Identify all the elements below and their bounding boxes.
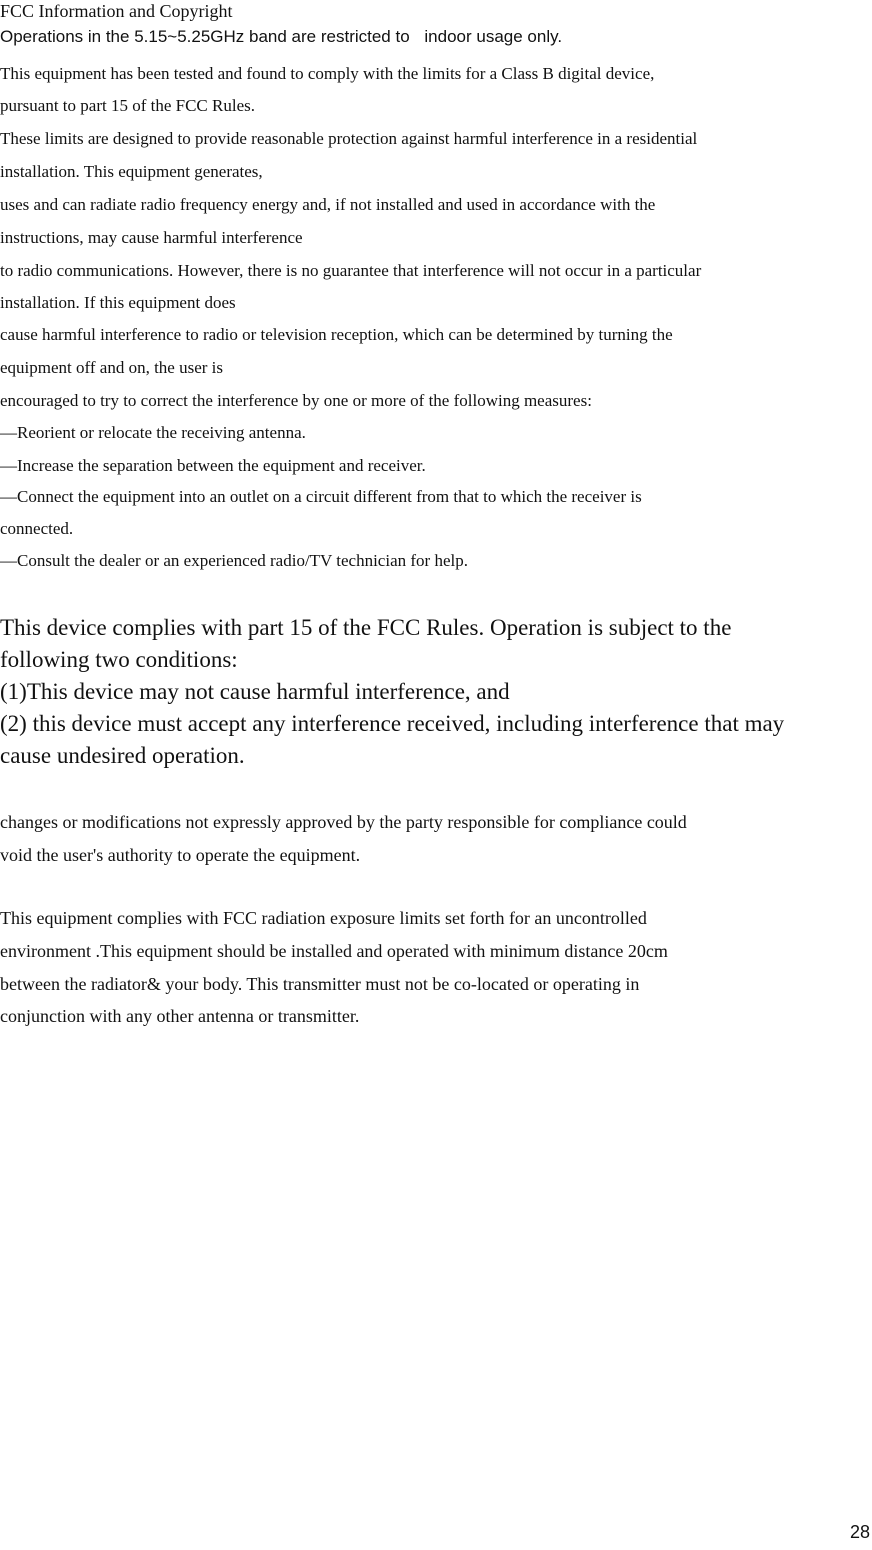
condition-item: (1)This device may not cause harmful interference, and bbox=[0, 679, 510, 704]
condition-item: (2) this device must accept any interference received, including interference that may bbox=[0, 711, 785, 736]
paragraph-line: installation. This equipment generates, bbox=[0, 162, 263, 181]
measure-item: —Consult the dealer or an experienced radio/TV technician for help. bbox=[0, 551, 468, 570]
paragraph-line: cause harmful interference to radio or television reception, which can be determined by turning the bbox=[0, 325, 673, 344]
paragraph-line: environment .This equipment should be installed and operated with minimum distance 20cm bbox=[0, 941, 668, 961]
paragraph-line: This device complies with part 15 of the FCC Rules. Operation is subject to the bbox=[0, 615, 732, 640]
measure-item: —Reorient or relocate the receiving antenna. bbox=[0, 423, 306, 442]
paragraph-line: conjunction with any other antenna or transmitter. bbox=[0, 1006, 360, 1026]
paragraph-line: void the user's authority to operate the equipment. bbox=[0, 845, 361, 865]
paragraph-line: These limits are designed to provide reasonable protection against harmful interference in a residential bbox=[0, 129, 698, 148]
paragraph-line: to radio communications. However, there is no guarantee that interference will not occur in a particular bbox=[0, 261, 702, 280]
page-number: 28 bbox=[849, 1522, 870, 1542]
paragraph-line: following two conditions: bbox=[0, 647, 238, 672]
measure-item: connected. bbox=[0, 519, 74, 538]
paragraph-line: encouraged to try to correct the interference by one or more of the following measures: bbox=[0, 391, 592, 410]
paragraph-line: installation. If this equipment does bbox=[0, 293, 236, 312]
paragraph-line: instructions, may cause harmful interference bbox=[0, 228, 303, 247]
measure-item: —Connect the equipment into an outlet on a circuit different from that to which the receiver is bbox=[0, 487, 642, 506]
paragraph-line: changes or modifications not expressly approved by the party responsible for compliance could bbox=[0, 812, 687, 832]
band-notice-part-1: Operations in the 5.15~5.25GHz band are restricted to bbox=[0, 27, 410, 46]
measure-item: —Increase the separation between the equipment and receiver. bbox=[0, 456, 426, 475]
paragraph-line: This equipment has been tested and found to comply with the limits for a Class B digital device, bbox=[0, 64, 655, 83]
paragraph-line: pursuant to part 15 of the FCC Rules. bbox=[0, 96, 255, 115]
paragraph-line: cause undesired operation. bbox=[0, 743, 245, 768]
paragraph-line: This equipment complies with FCC radiation exposure limits set forth for an uncontrolled bbox=[0, 908, 647, 928]
band-notice-part-2: indoor usage only. bbox=[424, 27, 563, 46]
paragraph-line: uses and can radiate radio frequency energy and, if not installed and used in accordance with the bbox=[0, 195, 656, 214]
paragraph-line: equipment off and on, the user is bbox=[0, 358, 224, 377]
band-notice bbox=[0, 26, 562, 48]
paragraph-line: between the radiator& your body. This transmitter must not be co-located or operating in bbox=[0, 974, 640, 994]
page-title: FCC Information and Copyright bbox=[0, 1, 233, 21]
